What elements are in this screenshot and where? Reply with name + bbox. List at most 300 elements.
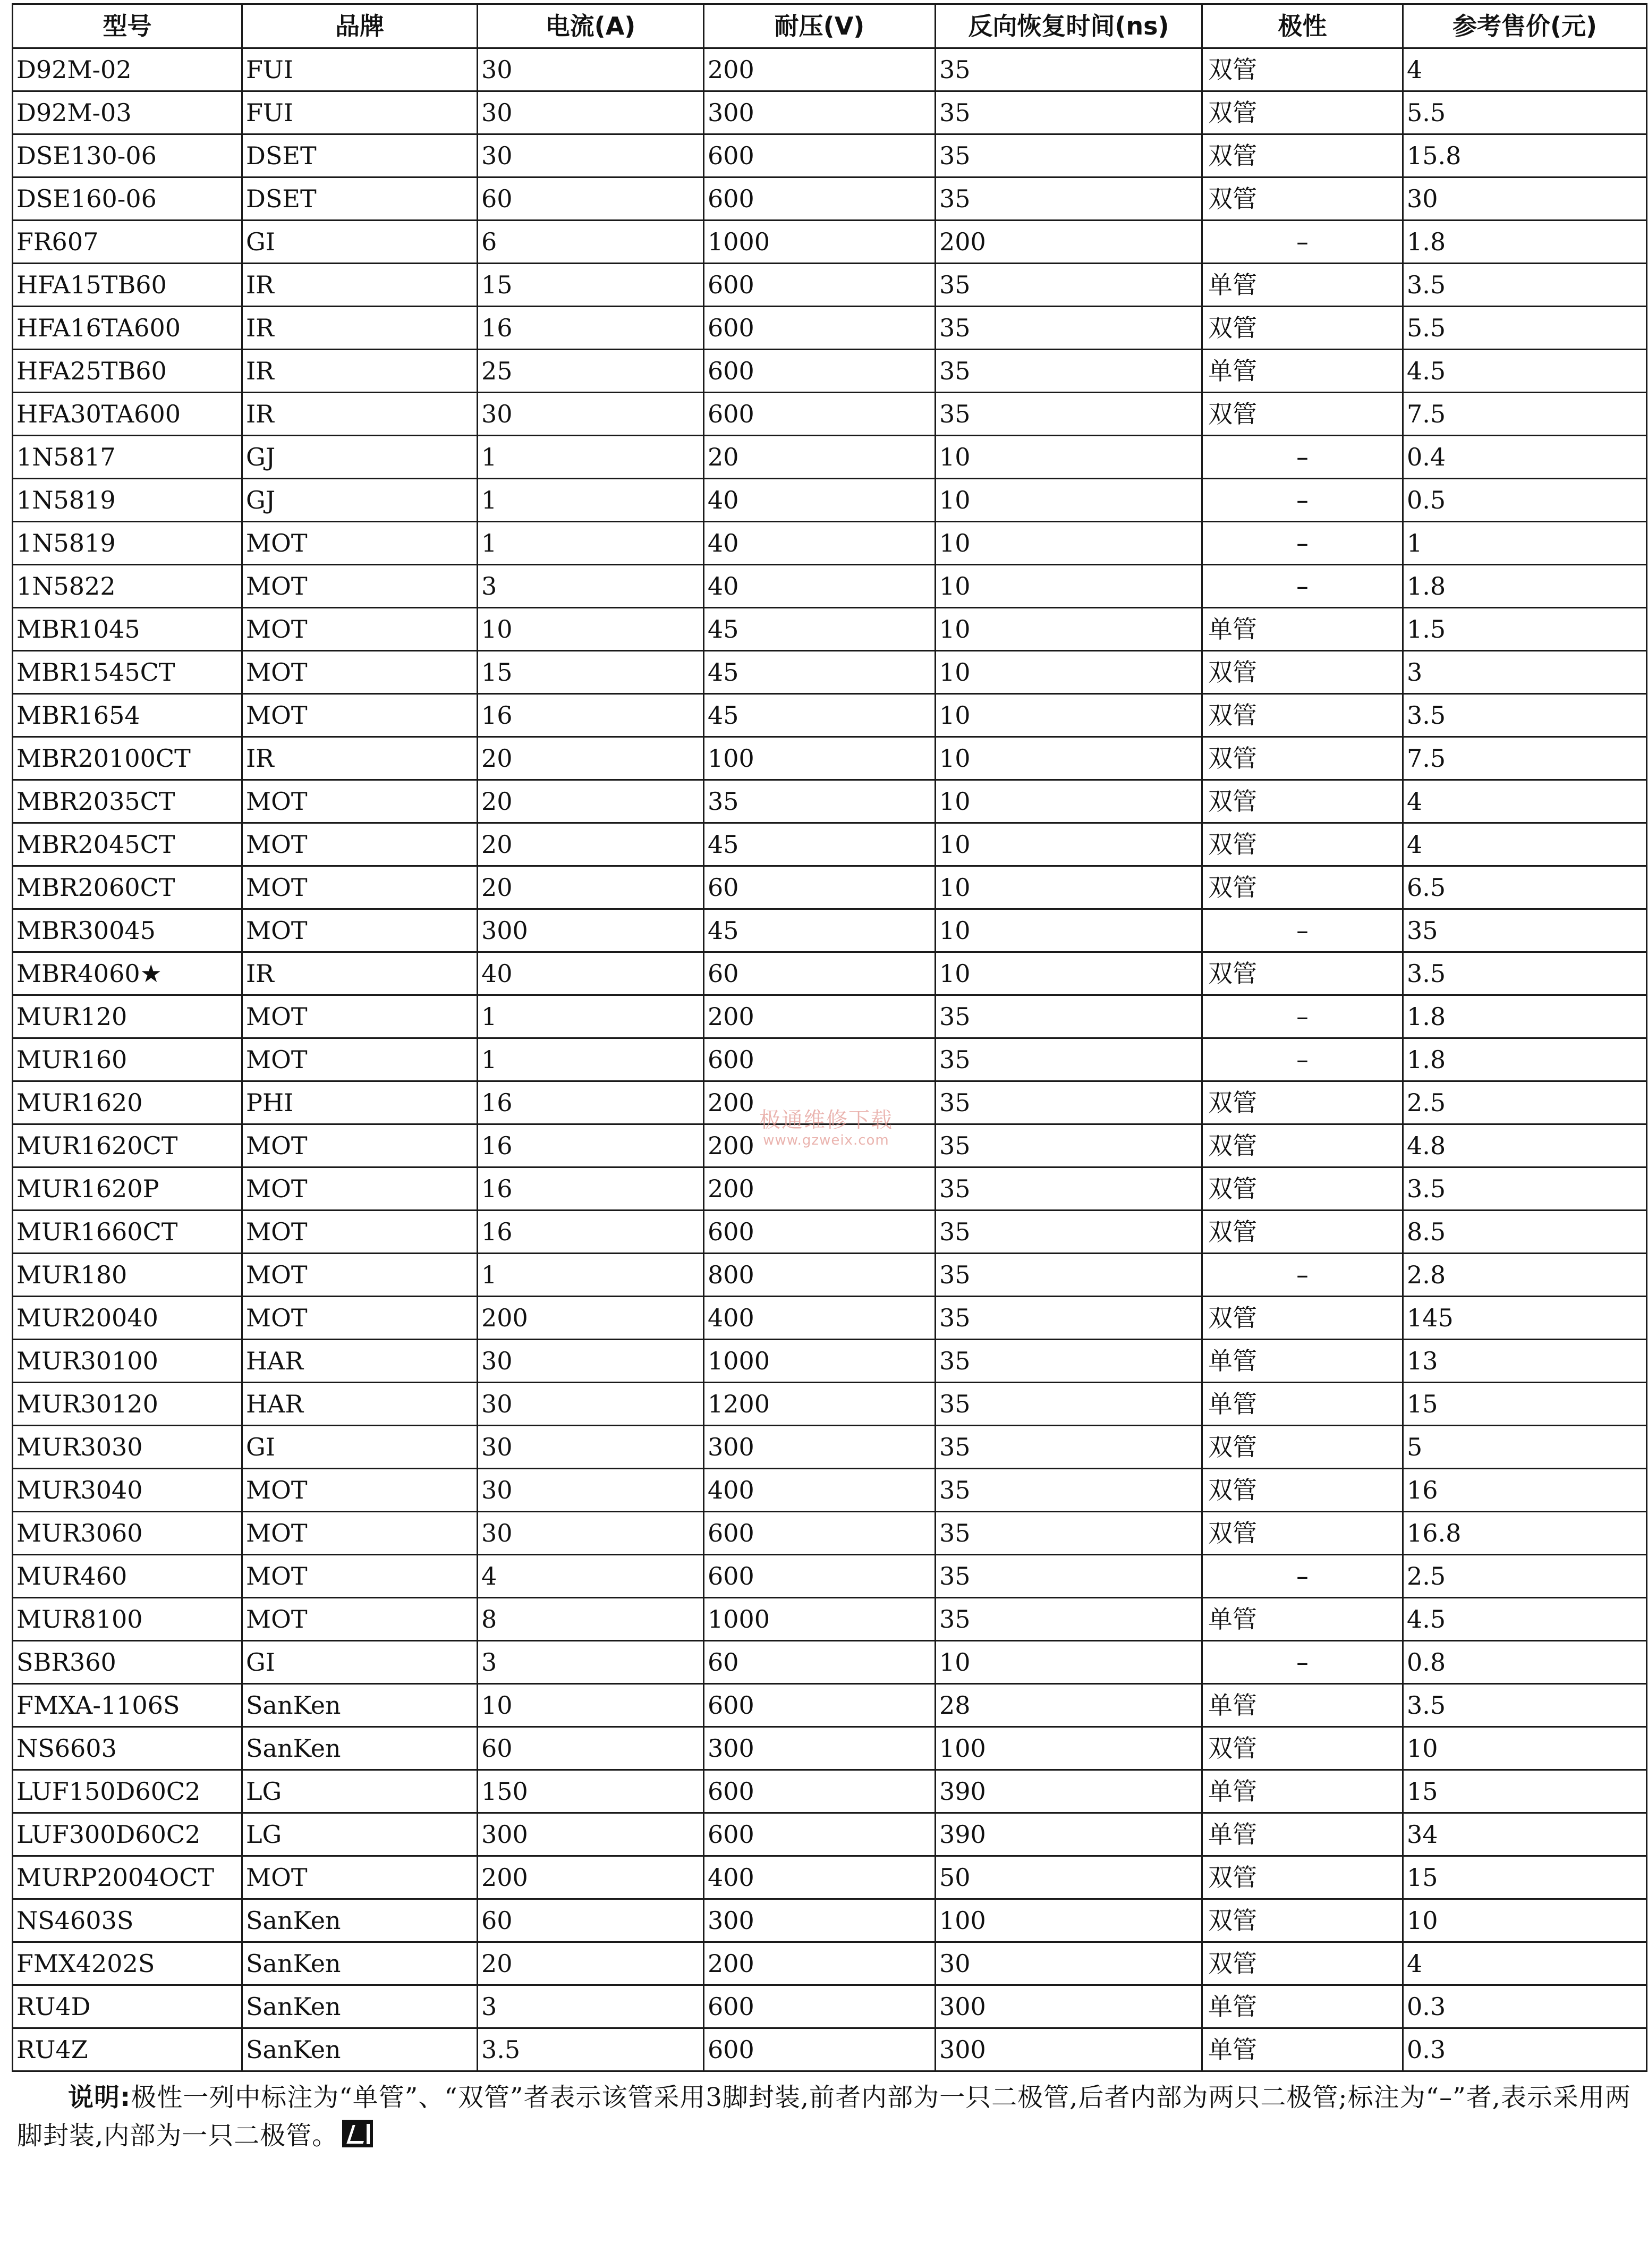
- cell-brand: MOT: [242, 522, 478, 565]
- cell-current: 30: [478, 393, 704, 436]
- cell-price: 15.8: [1403, 134, 1647, 177]
- cell-price: 4: [1403, 48, 1647, 91]
- cell-polarity: 双管: [1202, 134, 1403, 177]
- cell-brand: MOT: [242, 1598, 478, 1641]
- cell-polarity: 双管: [1202, 780, 1403, 823]
- cell-model: MUR1620CT: [13, 1124, 242, 1167]
- cell-voltage: 300: [704, 91, 936, 134]
- cell-polarity: 单管: [1202, 1985, 1403, 2028]
- cell-polarity: 单管: [1202, 264, 1403, 307]
- cell-price: 0.3: [1403, 2028, 1647, 2071]
- cell-model: 1N5819: [13, 522, 242, 565]
- cell-model: 1N5822: [13, 565, 242, 608]
- cell-price: 15: [1403, 1856, 1647, 1899]
- cell-model: 1N5817: [13, 436, 242, 479]
- document-page: [12, 3, 1646, 2155]
- cell-price: 3.5: [1403, 952, 1647, 995]
- cell-model: MBR1545CT: [13, 651, 242, 694]
- cell-polarity: 双管: [1202, 651, 1403, 694]
- cell-voltage: 60: [704, 952, 936, 995]
- cell-price: 1.8: [1403, 1038, 1647, 1081]
- cell-voltage: 200: [704, 1124, 936, 1167]
- cell-polarity: 单管: [1202, 350, 1403, 393]
- table-row: [13, 1254, 1647, 1297]
- footnote-label: 说明:: [68, 2083, 131, 2112]
- cell-current: 10: [478, 608, 704, 651]
- cell-brand: MOT: [242, 995, 478, 1038]
- cell-current: 200: [478, 1856, 704, 1899]
- table-row: [13, 2028, 1647, 2071]
- cell-voltage: 600: [704, 134, 936, 177]
- watermark-url: www.gzweix.com: [763, 1132, 889, 1148]
- cell-polarity: 双管: [1202, 823, 1403, 866]
- cell-brand: MOT: [242, 1856, 478, 1899]
- cell-voltage: 40: [704, 479, 936, 522]
- cell-recovery-time: 35: [936, 264, 1202, 307]
- cell-polarity: –: [1202, 1555, 1403, 1598]
- table-row: [13, 221, 1647, 264]
- cell-model: NS6603: [13, 1727, 242, 1770]
- table-row: [13, 909, 1647, 952]
- cell-price: 10: [1403, 1899, 1647, 1942]
- cell-model: MUR8100: [13, 1598, 242, 1641]
- table-row: [13, 436, 1647, 479]
- cell-voltage: 600: [704, 307, 936, 350]
- cell-polarity: –: [1202, 436, 1403, 479]
- publisher-logo-icon: [342, 2120, 373, 2147]
- cell-brand: LG: [242, 1770, 478, 1813]
- header-recovery-time: 反向恢复时间(ns): [936, 4, 1202, 48]
- cell-voltage: 1200: [704, 1383, 936, 1426]
- table-row: [13, 565, 1647, 608]
- cell-current: 3: [478, 1641, 704, 1684]
- cell-model: LUF300D60C2: [13, 1813, 242, 1856]
- cell-current: 30: [478, 1340, 704, 1383]
- cell-voltage: 200: [704, 995, 936, 1038]
- cell-voltage: 600: [704, 1555, 936, 1598]
- cell-price: 5.5: [1403, 307, 1647, 350]
- cell-model: MBR20100CT: [13, 737, 242, 780]
- table-row: [13, 48, 1647, 91]
- cell-price: 3.5: [1403, 694, 1647, 737]
- cell-recovery-time: 35: [936, 91, 1202, 134]
- cell-voltage: 400: [704, 1856, 936, 1899]
- table-row: [13, 1469, 1647, 1512]
- cell-polarity: 双管: [1202, 1469, 1403, 1512]
- cell-price: 0.3: [1403, 1985, 1647, 2028]
- cell-polarity: –: [1202, 1038, 1403, 1081]
- cell-current: 16: [478, 1211, 704, 1254]
- cell-model: FMXA-1106S: [13, 1684, 242, 1727]
- cell-price: 2.5: [1403, 1555, 1647, 1598]
- table-row: [13, 823, 1647, 866]
- cell-price: 5.5: [1403, 91, 1647, 134]
- cell-voltage: 60: [704, 1641, 936, 1684]
- cell-polarity: –: [1202, 995, 1403, 1038]
- cell-recovery-time: 10: [936, 823, 1202, 866]
- table-row: [13, 608, 1647, 651]
- cell-voltage: 600: [704, 1813, 936, 1856]
- cell-model: MBR1654: [13, 694, 242, 737]
- cell-brand: FUI: [242, 48, 478, 91]
- cell-polarity: –: [1202, 565, 1403, 608]
- cell-model: MUR1620: [13, 1081, 242, 1124]
- table-row: [13, 651, 1647, 694]
- cell-recovery-time: 35: [936, 350, 1202, 393]
- cell-voltage: 20: [704, 436, 936, 479]
- cell-brand: MOT: [242, 1038, 478, 1081]
- table-row: [13, 264, 1647, 307]
- cell-model: DSE160-06: [13, 177, 242, 221]
- cell-model: MUR3060: [13, 1512, 242, 1555]
- table-row: [13, 393, 1647, 436]
- cell-price: 16.8: [1403, 1512, 1647, 1555]
- cell-voltage: 60: [704, 866, 936, 909]
- cell-recovery-time: 50: [936, 1856, 1202, 1899]
- cell-price: 0.4: [1403, 436, 1647, 479]
- cell-price: 3.5: [1403, 1684, 1647, 1727]
- cell-brand: MOT: [242, 823, 478, 866]
- cell-model: MUR30120: [13, 1383, 242, 1426]
- cell-brand: MOT: [242, 694, 478, 737]
- cell-price: 13: [1403, 1340, 1647, 1383]
- cell-price: 5: [1403, 1426, 1647, 1469]
- cell-voltage: 600: [704, 1512, 936, 1555]
- cell-current: 6: [478, 221, 704, 264]
- table-row: [13, 1985, 1647, 2028]
- cell-model: MBR30045: [13, 909, 242, 952]
- cell-brand: GI: [242, 1426, 478, 1469]
- cell-model: 1N5819: [13, 479, 242, 522]
- table-header-row: [13, 4, 1647, 48]
- cell-voltage: 600: [704, 2028, 936, 2071]
- cell-voltage: 600: [704, 1038, 936, 1081]
- table-row: [13, 1598, 1647, 1641]
- cell-price: 8.5: [1403, 1211, 1647, 1254]
- cell-current: 16: [478, 1081, 704, 1124]
- cell-recovery-time: 35: [936, 1254, 1202, 1297]
- cell-current: 1: [478, 479, 704, 522]
- cell-price: 4: [1403, 823, 1647, 866]
- table-row: [13, 1684, 1647, 1727]
- cell-current: 3.5: [478, 2028, 704, 2071]
- cell-price: 4: [1403, 1942, 1647, 1985]
- cell-recovery-time: 35: [936, 1512, 1202, 1555]
- cell-voltage: 200: [704, 1942, 936, 1985]
- cell-price: 16: [1403, 1469, 1647, 1512]
- table-row: [13, 1512, 1647, 1555]
- cell-current: 60: [478, 177, 704, 221]
- cell-brand: GJ: [242, 436, 478, 479]
- cell-brand: MOT: [242, 866, 478, 909]
- cell-brand: FUI: [242, 91, 478, 134]
- cell-price: 3.5: [1403, 264, 1647, 307]
- cell-polarity: 双管: [1202, 1942, 1403, 1985]
- cell-voltage: 1000: [704, 221, 936, 264]
- header-voltage: 耐压(V): [704, 4, 936, 48]
- cell-current: 300: [478, 1813, 704, 1856]
- cell-price: 2.8: [1403, 1254, 1647, 1297]
- cell-polarity: –: [1202, 221, 1403, 264]
- cell-recovery-time: 35: [936, 995, 1202, 1038]
- cell-brand: GI: [242, 1641, 478, 1684]
- cell-recovery-time: 35: [936, 307, 1202, 350]
- cell-current: 60: [478, 1899, 704, 1942]
- cell-brand: IR: [242, 952, 478, 995]
- cell-model: MBR2060CT: [13, 866, 242, 909]
- cell-price: 145: [1403, 1297, 1647, 1340]
- cell-current: 15: [478, 264, 704, 307]
- cell-current: 10: [478, 1684, 704, 1727]
- table-row: [13, 995, 1647, 1038]
- cell-recovery-time: 30: [936, 1942, 1202, 1985]
- cell-polarity: 单管: [1202, 608, 1403, 651]
- cell-brand: IR: [242, 307, 478, 350]
- cell-model: MUR3030: [13, 1426, 242, 1469]
- cell-voltage: 45: [704, 694, 936, 737]
- table-row: [13, 737, 1647, 780]
- cell-current: 1: [478, 436, 704, 479]
- cell-voltage: 100: [704, 737, 936, 780]
- cell-recovery-time: 35: [936, 1038, 1202, 1081]
- cell-model: MURP2004OCT: [13, 1856, 242, 1899]
- cell-model: SBR360: [13, 1641, 242, 1684]
- watermark-name: 极通维修下载: [759, 1108, 893, 1132]
- cell-model: MUR460: [13, 1555, 242, 1598]
- cell-price: 1: [1403, 522, 1647, 565]
- cell-polarity: 双管: [1202, 952, 1403, 995]
- cell-model: LUF150D60C2: [13, 1770, 242, 1813]
- cell-price: 6.5: [1403, 866, 1647, 909]
- cell-recovery-time: 100: [936, 1899, 1202, 1942]
- cell-model: FR607: [13, 221, 242, 264]
- cell-brand: PHI: [242, 1081, 478, 1124]
- cell-recovery-time: 100: [936, 1727, 1202, 1770]
- cell-model: MUR120: [13, 995, 242, 1038]
- cell-model: RU4Z: [13, 2028, 242, 2071]
- cell-model: NS4603S: [13, 1899, 242, 1942]
- cell-model: MUR1660CT: [13, 1211, 242, 1254]
- cell-polarity: 双管: [1202, 1512, 1403, 1555]
- cell-price: 4.5: [1403, 1598, 1647, 1641]
- cell-recovery-time: 10: [936, 737, 1202, 780]
- cell-current: 60: [478, 1727, 704, 1770]
- header-price: 参考售价(元): [1403, 4, 1647, 48]
- cell-brand: IR: [242, 350, 478, 393]
- table-row: [13, 1899, 1647, 1942]
- cell-recovery-time: 28: [936, 1684, 1202, 1727]
- table-row: [13, 307, 1647, 350]
- cell-model: MUR1620P: [13, 1167, 242, 1211]
- cell-current: 15: [478, 651, 704, 694]
- cell-current: 1: [478, 1254, 704, 1297]
- cell-recovery-time: 35: [936, 134, 1202, 177]
- cell-polarity: 双管: [1202, 307, 1403, 350]
- cell-current: 4: [478, 1555, 704, 1598]
- cell-brand: MOT: [242, 565, 478, 608]
- cell-recovery-time: 35: [936, 1469, 1202, 1512]
- cell-current: 8: [478, 1598, 704, 1641]
- cell-price: 7.5: [1403, 393, 1647, 436]
- cell-voltage: 600: [704, 1770, 936, 1813]
- cell-price: 34: [1403, 1813, 1647, 1856]
- cell-voltage: 300: [704, 1727, 936, 1770]
- cell-voltage: 40: [704, 522, 936, 565]
- cell-model: MBR1045: [13, 608, 242, 651]
- cell-voltage: 1000: [704, 1598, 936, 1641]
- cell-voltage: 45: [704, 823, 936, 866]
- table-row: [13, 1813, 1647, 1856]
- cell-current: 30: [478, 134, 704, 177]
- cell-recovery-time: 390: [936, 1813, 1202, 1856]
- cell-current: 300: [478, 909, 704, 952]
- cell-price: 1.8: [1403, 565, 1647, 608]
- cell-model: D92M-02: [13, 48, 242, 91]
- cell-brand: MOT: [242, 1167, 478, 1211]
- cell-current: 20: [478, 823, 704, 866]
- cell-polarity: 单管: [1202, 2028, 1403, 2071]
- cell-current: 30: [478, 91, 704, 134]
- cell-brand: MOT: [242, 1469, 478, 1512]
- table-row: [13, 350, 1647, 393]
- cell-current: 1: [478, 1038, 704, 1081]
- cell-current: 25: [478, 350, 704, 393]
- cell-voltage: 45: [704, 651, 936, 694]
- cell-voltage: 600: [704, 1985, 936, 2028]
- cell-price: 4.5: [1403, 350, 1647, 393]
- table-row: [13, 952, 1647, 995]
- cell-model: MUR20040: [13, 1297, 242, 1340]
- cell-model: MUR180: [13, 1254, 242, 1297]
- cell-current: 3: [478, 1985, 704, 2028]
- cell-recovery-time: 10: [936, 522, 1202, 565]
- cell-price: 3: [1403, 651, 1647, 694]
- cell-brand: GI: [242, 221, 478, 264]
- footnote-text: 极性一列中标注为“单管”、“双管”者表示该管采用3脚封装,前者内部为一只二极管,后者内部为两只二极管;标注为“–”者,表示采用两脚封装,内部为一只二极管。: [17, 2083, 1631, 2151]
- cell-voltage: 600: [704, 393, 936, 436]
- cell-polarity: 双管: [1202, 91, 1403, 134]
- cell-brand: HAR: [242, 1340, 478, 1383]
- cell-voltage: 45: [704, 909, 936, 952]
- cell-recovery-time: 35: [936, 1167, 1202, 1211]
- cell-polarity: –: [1202, 479, 1403, 522]
- cell-model: FMX4202S: [13, 1942, 242, 1985]
- cell-brand: GJ: [242, 479, 478, 522]
- cell-current: 20: [478, 866, 704, 909]
- cell-voltage: 600: [704, 264, 936, 307]
- cell-current: 30: [478, 1383, 704, 1426]
- cell-model: DSE130-06: [13, 134, 242, 177]
- cell-price: 35: [1403, 909, 1647, 952]
- cell-recovery-time: 10: [936, 952, 1202, 995]
- cell-brand: IR: [242, 264, 478, 307]
- cell-recovery-time: 300: [936, 2028, 1202, 2071]
- cell-brand: MOT: [242, 1211, 478, 1254]
- table-row: [13, 1426, 1647, 1469]
- cell-price: 1.5: [1403, 608, 1647, 651]
- cell-recovery-time: 10: [936, 565, 1202, 608]
- cell-brand: HAR: [242, 1383, 478, 1426]
- table-row: [13, 1081, 1647, 1124]
- cell-polarity: 双管: [1202, 866, 1403, 909]
- cell-polarity: 双管: [1202, 1727, 1403, 1770]
- cell-polarity: 双管: [1202, 48, 1403, 91]
- cell-price: 4.8: [1403, 1124, 1647, 1167]
- cell-current: 16: [478, 694, 704, 737]
- cell-voltage: 200: [704, 1081, 936, 1124]
- cell-polarity: 单管: [1202, 1684, 1403, 1727]
- cell-recovery-time: 10: [936, 1641, 1202, 1684]
- header-model: 型号: [13, 4, 242, 48]
- cell-polarity: 单管: [1202, 1598, 1403, 1641]
- table-row: [13, 866, 1647, 909]
- cell-brand: MOT: [242, 1124, 478, 1167]
- cell-price: 30: [1403, 177, 1647, 221]
- cell-recovery-time: 35: [936, 48, 1202, 91]
- cell-polarity: –: [1202, 1254, 1403, 1297]
- cell-current: 30: [478, 1469, 704, 1512]
- cell-current: 30: [478, 48, 704, 91]
- cell-voltage: 800: [704, 1254, 936, 1297]
- cell-price: 15: [1403, 1770, 1647, 1813]
- cell-model: HFA16TA600: [13, 307, 242, 350]
- table-row: [13, 1297, 1647, 1340]
- cell-brand: SanKen: [242, 2028, 478, 2071]
- cell-price: 3.5: [1403, 1167, 1647, 1211]
- table-row: [13, 1856, 1647, 1899]
- cell-recovery-time: 390: [936, 1770, 1202, 1813]
- cell-brand: IR: [242, 737, 478, 780]
- cell-model: HFA15TB60: [13, 264, 242, 307]
- cell-recovery-time: 35: [936, 1383, 1202, 1426]
- cell-voltage: 300: [704, 1426, 936, 1469]
- cell-voltage: 600: [704, 177, 936, 221]
- cell-polarity: 单管: [1202, 1340, 1403, 1383]
- footnote: [12, 2078, 1646, 2155]
- cell-brand: MOT: [242, 651, 478, 694]
- cell-polarity: –: [1202, 522, 1403, 565]
- cell-price: 4: [1403, 780, 1647, 823]
- cell-current: 150: [478, 1770, 704, 1813]
- cell-polarity: 单管: [1202, 1813, 1403, 1856]
- cell-voltage: 600: [704, 1211, 936, 1254]
- cell-recovery-time: 10: [936, 780, 1202, 823]
- cell-polarity: –: [1202, 1641, 1403, 1684]
- cell-polarity: 双管: [1202, 1856, 1403, 1899]
- table-row: [13, 1727, 1647, 1770]
- cell-recovery-time: 10: [936, 436, 1202, 479]
- cell-recovery-time: 35: [936, 1297, 1202, 1340]
- cell-model: MBR4060★: [13, 952, 242, 995]
- cell-model: MBR2045CT: [13, 823, 242, 866]
- cell-recovery-time: 35: [936, 1426, 1202, 1469]
- cell-brand: SanKen: [242, 1727, 478, 1770]
- cell-recovery-time: 10: [936, 608, 1202, 651]
- table-row: [13, 1942, 1647, 1985]
- cell-polarity: 单管: [1202, 1770, 1403, 1813]
- cell-polarity: 双管: [1202, 1426, 1403, 1469]
- cell-price: 1.8: [1403, 221, 1647, 264]
- cell-recovery-time: 300: [936, 1985, 1202, 2028]
- cell-price: 10: [1403, 1727, 1647, 1770]
- cell-polarity: 双管: [1202, 393, 1403, 436]
- cell-voltage: 200: [704, 1167, 936, 1211]
- table-row: [13, 479, 1647, 522]
- cell-recovery-time: 35: [936, 177, 1202, 221]
- table-row: [13, 522, 1647, 565]
- cell-price: 1.8: [1403, 995, 1647, 1038]
- cell-current: 16: [478, 1124, 704, 1167]
